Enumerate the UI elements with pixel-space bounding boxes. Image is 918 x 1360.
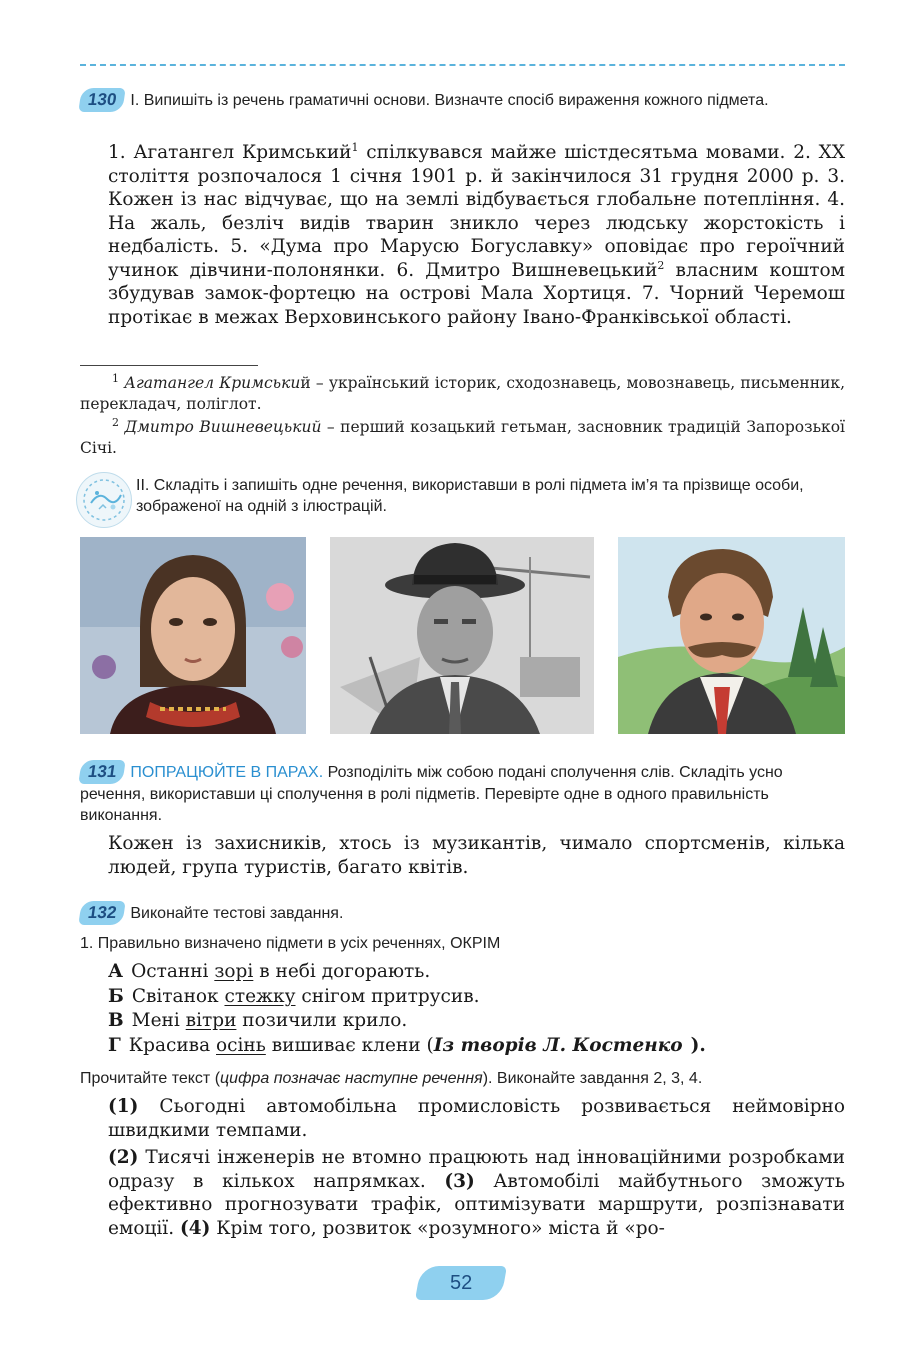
- task-131-text: [80, 832, 845, 879]
- option-text: Красива: [128, 1034, 216, 1056]
- reading-text: [80, 1095, 845, 1240]
- footnote-rule: [80, 365, 258, 366]
- task-number-badge: 132: [78, 901, 126, 925]
- page-number-text: 52: [449, 1272, 473, 1294]
- task-132-instruction: [80, 901, 845, 925]
- option-letter: Г: [108, 1034, 121, 1056]
- option-text: снігом притрусив.: [295, 985, 480, 1007]
- option-text: ).: [690, 1034, 706, 1056]
- option-letter: В: [108, 1010, 124, 1031]
- task-131-instruction: [80, 760, 845, 826]
- option-letter: Б: [108, 985, 124, 1007]
- top-dashed-divider: [80, 64, 845, 66]
- sentence-text: Сьогодні автомобільна промисловість розвивається неймовірно швидкими темпами.: [108, 1096, 845, 1141]
- instruction-text: ). Виконайте завдання 2, 3, 4.: [482, 1070, 703, 1087]
- footnote-1: [80, 373, 845, 415]
- pair-work-label: ПОПРАЦЮЙТЕ В ПАРАХ.: [130, 764, 324, 781]
- footnote-text: й – український історик, сходознавець, мовознавець, письменник, перекладач, поліглот.: [80, 374, 845, 413]
- text-fragment: спілкувався майже шістдесятьма мовами. 2. XX століття розпочалося 1 січня 1901 р. й закінчилося 31 грудня 2000 р. 3. Кожен із нас відчуває, що на землі відбувається глобальне потепління. 4. На жаль, безліч видів тварин зникло через людську жорстокість і недбалість. 5. «Дума про Марусю Богуславку» оповідає про героїчний учинок дівчини-полонянки. 6. Дмитро Вишневецький: [108, 142, 845, 281]
- text-fragment: власним коштом збудував замок-фортецю на острові Мала Хортиця. 7. Чорний Черемош протікає в межах Верховинського району Івано-Франківської області.: [108, 259, 845, 328]
- task-instruction: I. Випишіть із речень граматичні основи. Визначте спосіб вираження кожного підмета.: [130, 92, 769, 109]
- footnote-number: 1: [112, 371, 119, 385]
- footnote-ref: 1: [351, 140, 359, 154]
- reading-instruction: [80, 1068, 845, 1089]
- source-reference: Із творів Л. Костенко: [433, 1034, 683, 1056]
- text-fragment: 1. Агатангел Кримський: [108, 142, 352, 163]
- sentence-text: Автомобілі майбутнього зможуть ефективно прогнозувати трафік, оптимізувати маршрути, розпізнавати емоції.: [108, 1170, 845, 1239]
- answer-option-a[interactable]: [108, 960, 808, 985]
- footnote-text: – перший козацький гетьман, засновник традицій Запорозької Січі.: [80, 418, 846, 457]
- answer-option-h[interactable]: [108, 1034, 808, 1059]
- sentence-number: (1): [108, 1096, 139, 1117]
- underlined-subject: стежку: [224, 985, 296, 1007]
- option-text: Останні: [131, 961, 215, 982]
- task-130-instruction: [80, 88, 845, 112]
- sentence-number: (3): [444, 1170, 475, 1192]
- sentence-number: (2): [108, 1147, 139, 1168]
- task-number-badge: 131: [78, 760, 126, 784]
- option-text: Світанок: [131, 985, 225, 1007]
- option-text: Мені: [131, 1010, 186, 1031]
- task-instruction: Виконайте тестові завдання.: [130, 905, 344, 922]
- underlined-subject: зорі: [214, 961, 254, 982]
- portrait-illustration-woman: [80, 537, 306, 734]
- footnote-ref: 2: [657, 258, 665, 272]
- page-number: [415, 1266, 507, 1300]
- task-instruction: Розподіліть між собою подані сполучення слів. Складіть усно речення, використавши ці сполучення в ролі підметів. Перевірте одне в одного правильність виконання.: [80, 764, 783, 824]
- sentence-text: Крім того, розвиток «розумного» міста й «ро-: [210, 1217, 665, 1239]
- instruction-text: Прочитайте текст (: [80, 1070, 221, 1087]
- instruction-italic: цифра позначає наступне речення: [220, 1070, 483, 1087]
- task-130-part2: II. Складіть і запишіть одне речення, використавши в ролі підмета ім’я та прізвище особи, зображеної на одній з ілюстрацій.: [136, 477, 804, 515]
- task-number-badge: 130: [78, 88, 126, 112]
- answer-option-b[interactable]: [108, 985, 808, 1010]
- answer-options: [108, 960, 808, 1058]
- sentence-text: Тисячі інженерів не втомно працюють над інноваційними розробками одразу в кількох напрямках.: [108, 1147, 845, 1192]
- footnote-number: 2: [112, 415, 119, 429]
- underlined-subject: осінь: [216, 1034, 266, 1056]
- sentence-number: (4): [179, 1217, 211, 1239]
- option-text: в небі догорають.: [253, 961, 431, 982]
- underlined-subject: вітри: [185, 1010, 237, 1031]
- answer-option-v[interactable]: [108, 1009, 808, 1034]
- option-text: позичили крило.: [236, 1010, 408, 1031]
- photo-man-with-hat: [330, 537, 594, 734]
- footnote-name: Агатангел Кримськи: [124, 374, 301, 392]
- writing-task-icon: [76, 472, 132, 528]
- footnote-name: Дмитро Вишневецький: [124, 418, 322, 436]
- option-letter: А: [108, 961, 124, 982]
- test-question-1: 1. Правильно визначено підмети в усіх реченнях, ОКРІМ: [80, 935, 501, 952]
- portrait-illustration-man: [618, 537, 845, 734]
- word-combinations: Кожен із захисників, хтось із музикантів, чимало спортсменів, кілька людей, група туристів, багато квітів.: [108, 833, 845, 878]
- footnote-2: [80, 417, 845, 459]
- option-text: вишиває клени (: [265, 1034, 434, 1056]
- task-130-text: [80, 141, 845, 329]
